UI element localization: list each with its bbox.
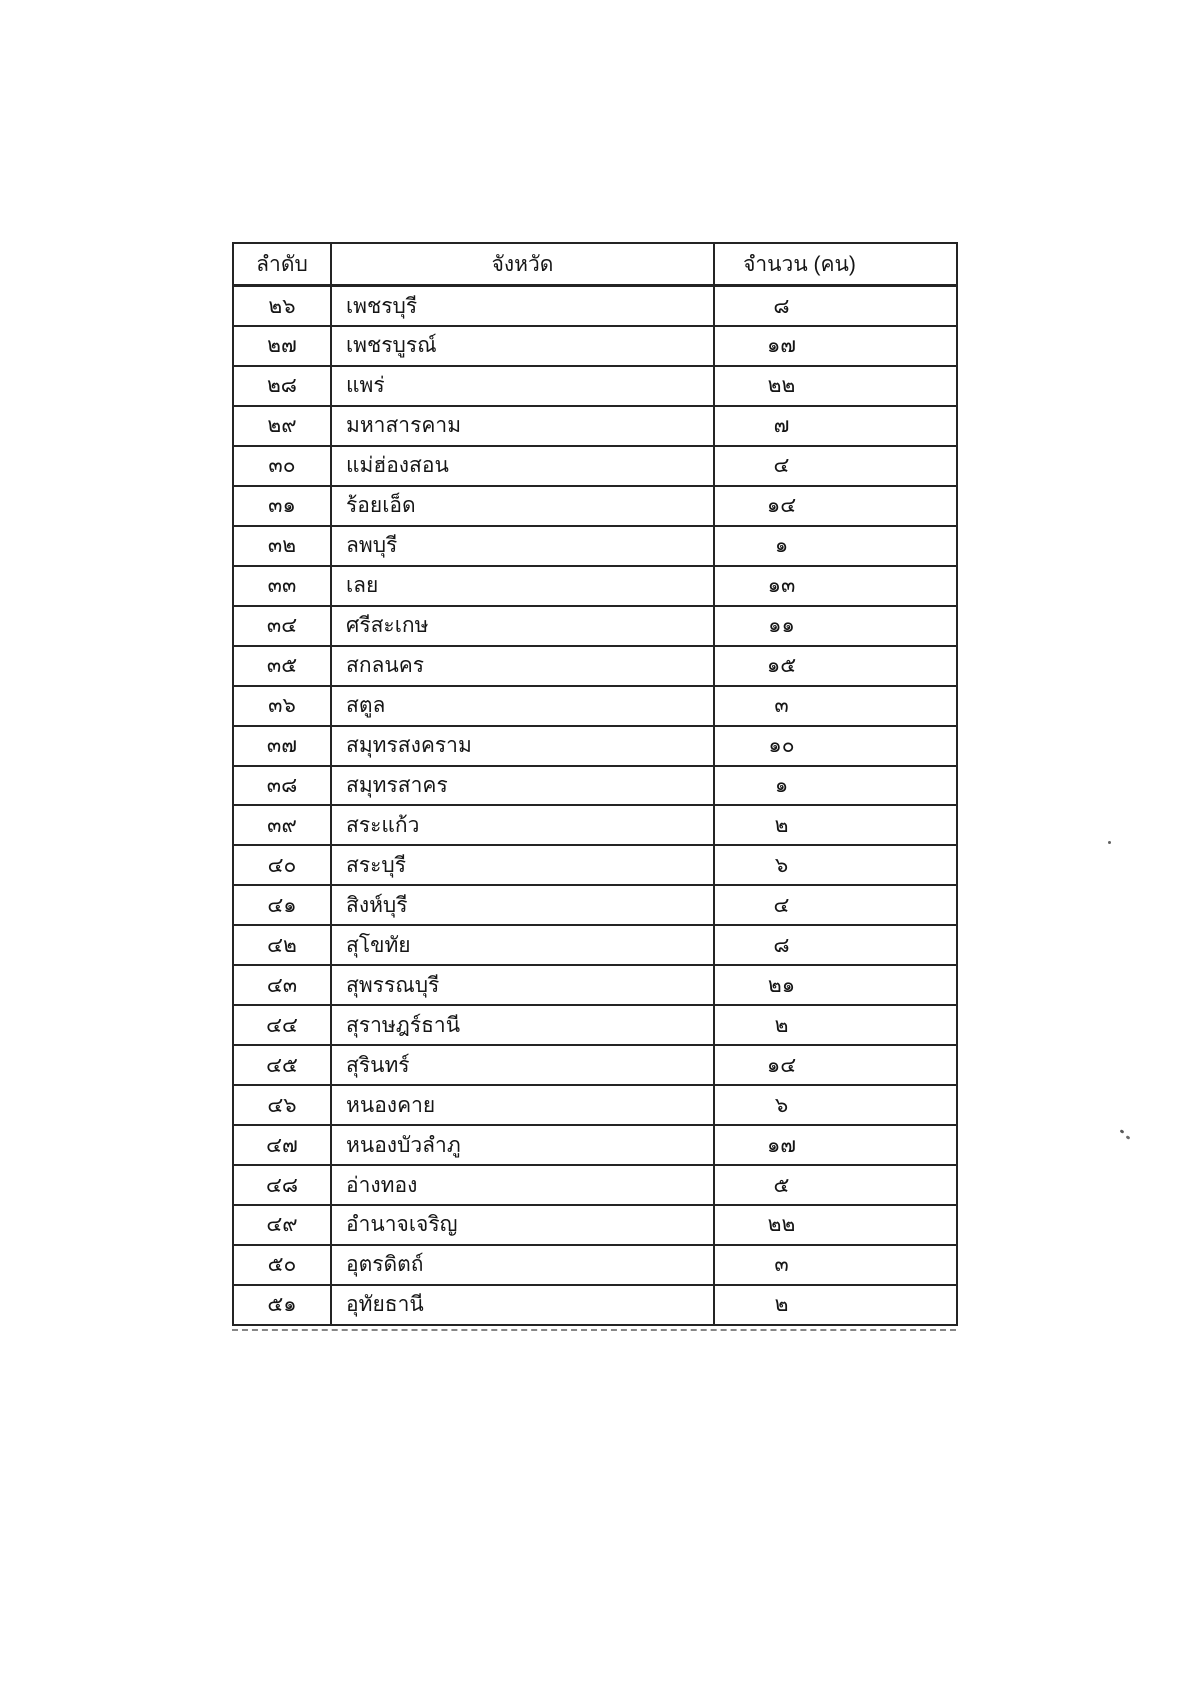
count-cell: ๒๒ (714, 366, 957, 406)
province-cell: สมุทรสงคราม (331, 726, 714, 766)
table-row (233, 726, 957, 766)
table-row (233, 925, 957, 965)
count-cell: ๘ (714, 286, 957, 327)
count-cell: ๑๓ (714, 566, 957, 606)
count-cell: ๒๑ (714, 965, 957, 1005)
row-index-cell: ๓๙ (233, 805, 331, 845)
table-row (233, 766, 957, 806)
province-cell: หนองคาย (331, 1085, 714, 1125)
row-index-cell: ๓๔ (233, 606, 331, 646)
table-row (233, 606, 957, 646)
table-row (233, 1005, 957, 1045)
count-cell: ๑๕ (714, 646, 957, 686)
row-index-cell: ๔๐ (233, 845, 331, 885)
row-index-cell: ๔๔ (233, 1005, 331, 1045)
count-cell: ๑๗ (714, 1125, 957, 1165)
table-row (233, 965, 957, 1005)
count-cell: ๗ (714, 406, 957, 446)
province-cell: แม่ฮ่องสอน (331, 446, 714, 486)
scan-artifact-speck (1108, 841, 1111, 844)
count-cell: ๔ (714, 885, 957, 925)
row-index-cell: ๒๖ (233, 286, 331, 327)
province-count-table (232, 242, 958, 1326)
count-cell: ๑๗ (714, 326, 957, 366)
count-cell: ๒ (714, 1005, 957, 1045)
count-cell: ๓ (714, 1245, 957, 1285)
row-index-cell: ๔๖ (233, 1085, 331, 1125)
row-index-cell: ๓๐ (233, 446, 331, 486)
row-index-cell: ๔๑ (233, 885, 331, 925)
province-cell: ลพบุรี (331, 526, 714, 566)
count-cell: ๑ (714, 526, 957, 566)
table-body (233, 286, 957, 1326)
count-cell: ๕ (714, 1165, 957, 1205)
province-cell: สมุทรสาคร (331, 766, 714, 806)
row-index-cell: ๔๘ (233, 1165, 331, 1205)
table-row (233, 1125, 957, 1165)
table-row (233, 486, 957, 526)
count-cell: ๘ (714, 925, 957, 965)
row-index-cell: ๒๘ (233, 366, 331, 406)
scan-artifact-speck (1120, 1129, 1125, 1134)
row-index-cell: ๓๑ (233, 486, 331, 526)
row-index-cell: ๓๕ (233, 646, 331, 686)
count-cell: ๔ (714, 446, 957, 486)
scan-artifact-ghost-line (232, 1329, 956, 1331)
table-row (233, 805, 957, 845)
table-row (233, 286, 957, 327)
table-row (233, 885, 957, 925)
row-index-cell: ๒๙ (233, 406, 331, 446)
count-cell: ๓ (714, 686, 957, 726)
province-cell: สุพรรณบุรี (331, 965, 714, 1005)
province-cell: อุตรดิตถ์ (331, 1245, 714, 1285)
row-index-cell: ๔๕ (233, 1045, 331, 1085)
row-index-cell: ๔๙ (233, 1205, 331, 1245)
table-row (233, 366, 957, 406)
province-cell: เลย (331, 566, 714, 606)
row-index-cell: ๓๓ (233, 566, 331, 606)
table-row (233, 686, 957, 726)
table-row (233, 1045, 957, 1085)
province-cell: สุโขทัย (331, 925, 714, 965)
header-count: จำนวน (คน) (714, 243, 957, 286)
table-row (233, 566, 957, 606)
row-index-cell: ๓๗ (233, 726, 331, 766)
province-cell: แพร่ (331, 366, 714, 406)
count-cell: ๑ (714, 766, 957, 806)
table-row (233, 526, 957, 566)
province-cell: สิงห์บุรี (331, 885, 714, 925)
province-cell: หนองบัวลำภู (331, 1125, 714, 1165)
table-row (233, 406, 957, 446)
row-index-cell: ๓๒ (233, 526, 331, 566)
province-cell: อุทัยธานี (331, 1285, 714, 1325)
province-cell: สุรินทร์ (331, 1045, 714, 1085)
table-header (233, 243, 957, 286)
province-cell: สระแก้ว (331, 805, 714, 845)
province-cell: เพชรบุรี (331, 286, 714, 327)
table-row (233, 646, 957, 686)
province-cell: สุราษฎร์ธานี (331, 1005, 714, 1045)
table-row (233, 1085, 957, 1125)
table-row (233, 1165, 957, 1205)
count-cell: ๑๔ (714, 486, 957, 526)
row-index-cell: ๕๐ (233, 1245, 331, 1285)
province-cell: สกลนคร (331, 646, 714, 686)
row-index-cell: ๕๑ (233, 1285, 331, 1325)
row-index-cell: ๔๗ (233, 1125, 331, 1165)
table-row (233, 1205, 957, 1245)
count-cell: ๖ (714, 845, 957, 885)
row-index-cell: ๓๘ (233, 766, 331, 806)
province-cell: สตูล (331, 686, 714, 726)
province-cell: ร้อยเอ็ด (331, 486, 714, 526)
province-cell: เพชรบูรณ์ (331, 326, 714, 366)
row-index-cell: ๓๖ (233, 686, 331, 726)
count-cell: ๑๔ (714, 1045, 957, 1085)
table-row (233, 446, 957, 486)
table-header-row (233, 243, 957, 286)
table-row (233, 845, 957, 885)
row-index-cell: ๔๒ (233, 925, 331, 965)
count-cell: ๑๐ (714, 726, 957, 766)
header-order: ลำดับ (233, 243, 331, 286)
table-row (233, 326, 957, 366)
header-province: จังหวัด (331, 243, 714, 286)
row-index-cell: ๔๓ (233, 965, 331, 1005)
scan-artifact-speck (1126, 1135, 1131, 1140)
province-cell: อ่างทอง (331, 1165, 714, 1205)
count-cell: ๒ (714, 1285, 957, 1325)
province-cell: อำนาจเจริญ (331, 1205, 714, 1245)
table-row (233, 1245, 957, 1285)
count-cell: ๑๑ (714, 606, 957, 646)
count-cell: ๖ (714, 1085, 957, 1125)
row-index-cell: ๒๗ (233, 326, 331, 366)
count-cell: ๒๒ (714, 1205, 957, 1245)
province-cell: มหาสารคาม (331, 406, 714, 446)
province-cell: ศรีสะเกษ (331, 606, 714, 646)
table-row (233, 1285, 957, 1325)
province-cell: สระบุรี (331, 845, 714, 885)
count-cell: ๒ (714, 805, 957, 845)
